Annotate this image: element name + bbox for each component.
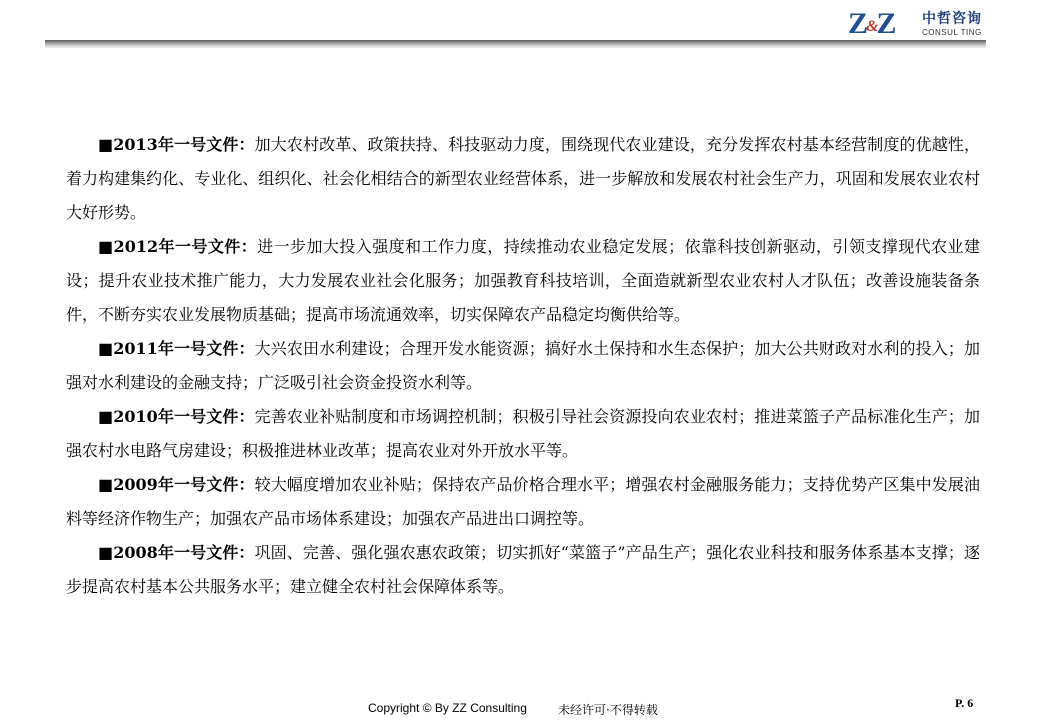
page-number: P. 6 bbox=[955, 696, 974, 710]
paragraph-lead: ■2013年一号文件： bbox=[98, 135, 255, 154]
paragraph-lead: ■2012年一号文件： bbox=[98, 237, 258, 256]
footer-copyright: Copyright © By ZZ Consulting bbox=[368, 701, 527, 715]
paragraph-text: 大兴农田水利建设；合理开发水能资源；搞好水土保持和水生态保护；加大公共财政对水利的投入；加强对水利建设的金融支持；广泛吸引社会资金投资水利等。 bbox=[66, 339, 980, 392]
company-logo bbox=[848, 6, 988, 40]
header-divider-bar bbox=[45, 40, 986, 48]
paragraph-lead: ■2010年一号文件： bbox=[98, 407, 255, 426]
logo-chinese-name: 中哲咨询 bbox=[922, 11, 982, 27]
paragraph-lead: ■2008年一号文件： bbox=[98, 543, 255, 562]
paragraph-lead: ■2011年一号文件： bbox=[98, 339, 255, 358]
paragraph-2009 bbox=[66, 468, 980, 536]
paragraph-lead: ■2009年一号文件： bbox=[98, 475, 255, 494]
paragraph-text: 较大幅度增加农业补贴；保持农产品价格合理水平；增强农村金融服务能力；支持优势产区集中发展油料等经济作物生产；加强农产品市场体系建设；加强农产品进出口调控等。 bbox=[66, 475, 980, 528]
paragraph-2012 bbox=[66, 230, 980, 332]
paragraph-text: 进一步加大投入强度和工作力度，持续推动农业稳定发展；依靠科技创新驱动，引领支撑现代农业建设；提升农业技术推广能力，大力发展农业社会化服务；加强教育科技培训，全面造就新型农业农村人才队伍；改善设施装备条件，不断夯实农业发展物质基础；提高市场流通效率，切实保障农产品稳定均衡供给等。 bbox=[66, 237, 980, 324]
paragraph-text: 加大农村改革、政策扶持、科技驱动力度，围绕现代农业建设，充分发挥农村基本经营制度的优越性，着力构建集约化、专业化、组织化、社会化相结合的新型农业经营体系，进一步解放和发展农村社会生产力，巩固和发展农业农村大好形势。 bbox=[66, 135, 980, 222]
paragraph-text: 巩固、完善、强化强农惠农政策；切实抓好“菜篮子”产品生产；强化农业科技和服务体系基本支撑；逐步提高农村基本公共服务水平；建立健全农村社会保障体系等。 bbox=[66, 543, 980, 596]
footer-reprint-notice: 未经许可·不得转载 bbox=[558, 703, 658, 717]
paragraph-2008 bbox=[66, 536, 980, 604]
paragraph-text: 完善农业补贴制度和市场调控机制；积极引导社会资源投向农业农村；推进菜篮子产品标准化生产；加强农村水电路气房建设；积极推进林业改革；提高农业对外开放水平等。 bbox=[66, 407, 980, 460]
logo-mark: Z&Z bbox=[848, 7, 896, 40]
paragraph-2010 bbox=[66, 400, 980, 468]
paragraph-2013 bbox=[66, 128, 980, 230]
paragraph-2011 bbox=[66, 332, 980, 400]
logo-english-name: CONSUL TING bbox=[922, 28, 982, 37]
document-body bbox=[66, 128, 980, 604]
